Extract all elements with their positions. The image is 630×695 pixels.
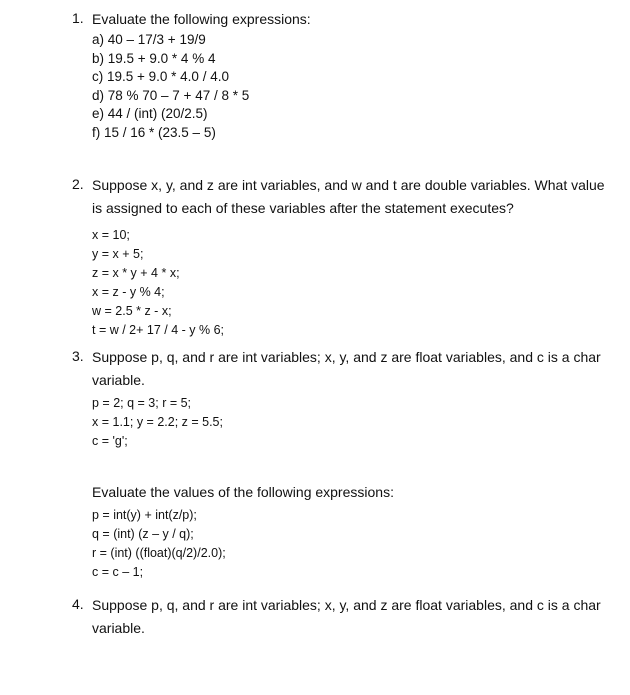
- code-line: z = x * y + 4 * x;: [92, 266, 180, 280]
- question-text: Evaluate the following expressions:: [92, 11, 311, 27]
- expression-item: e) 44 / (int) (20/2.5): [92, 106, 208, 122]
- expression-item: b) 19.5 + 9.0 * 4 % 4: [92, 50, 216, 66]
- question-number: 1.: [72, 10, 84, 26]
- expression-item: f) 15 / 16 * (23.5 – 5): [92, 124, 216, 140]
- question-number: 3.: [72, 348, 84, 364]
- expression-item: c = c – 1;: [92, 565, 144, 579]
- question-number: 2.: [72, 176, 84, 192]
- code-block: [92, 226, 617, 340]
- code-line: x = 1.1; y = 2.2; z = 5.5;: [92, 415, 223, 429]
- question-1: [72, 8, 617, 143]
- question-text: Suppose p, q, and r are int variables; x, y, and z are float variables, and c is a char variable.: [92, 597, 601, 636]
- question-subtext: Evaluate the values of the following expressions:: [92, 484, 394, 500]
- expression-item: p = int(y) + int(z/p);: [92, 508, 197, 522]
- expression-item: q = (int) (z – y / q);: [92, 527, 194, 541]
- question-2: [72, 174, 617, 340]
- code-block: [92, 394, 617, 451]
- code-line: p = 2; q = 3; r = 5;: [92, 396, 192, 410]
- code-line: x = 10;: [92, 228, 130, 242]
- code-line: w = 2.5 * z - x;: [92, 304, 172, 318]
- question-3: [72, 346, 617, 582]
- expression-list: [92, 31, 617, 143]
- question-4: [72, 594, 617, 640]
- question-text: Suppose p, q, and r are int variables; x, y, and z are float variables, and c is a char variable.: [92, 349, 601, 388]
- expression-item: d) 78 % 70 – 7 + 47 / 8 * 5: [92, 87, 250, 103]
- code-line: t = w / 2+ 17 / 4 - y % 6;: [92, 323, 225, 337]
- code-line: x = z - y % 4;: [92, 285, 165, 299]
- question-number: 4.: [72, 596, 84, 612]
- expression-list: [92, 506, 617, 582]
- expression-item: a) 40 – 17/3 + 19/9: [92, 32, 206, 47]
- expression-item: c) 19.5 + 9.0 * 4.0 / 4.0: [92, 69, 229, 85]
- code-line: c = 'g';: [92, 434, 128, 448]
- question-text: Suppose x, y, and z are int variables, and w and t are double variables. What value is assigned to each of these variables after the statement executes?: [92, 177, 605, 216]
- expression-item: r = (int) ((float)(q/2)/2.0);: [92, 546, 226, 560]
- code-line: y = x + 5;: [92, 247, 144, 261]
